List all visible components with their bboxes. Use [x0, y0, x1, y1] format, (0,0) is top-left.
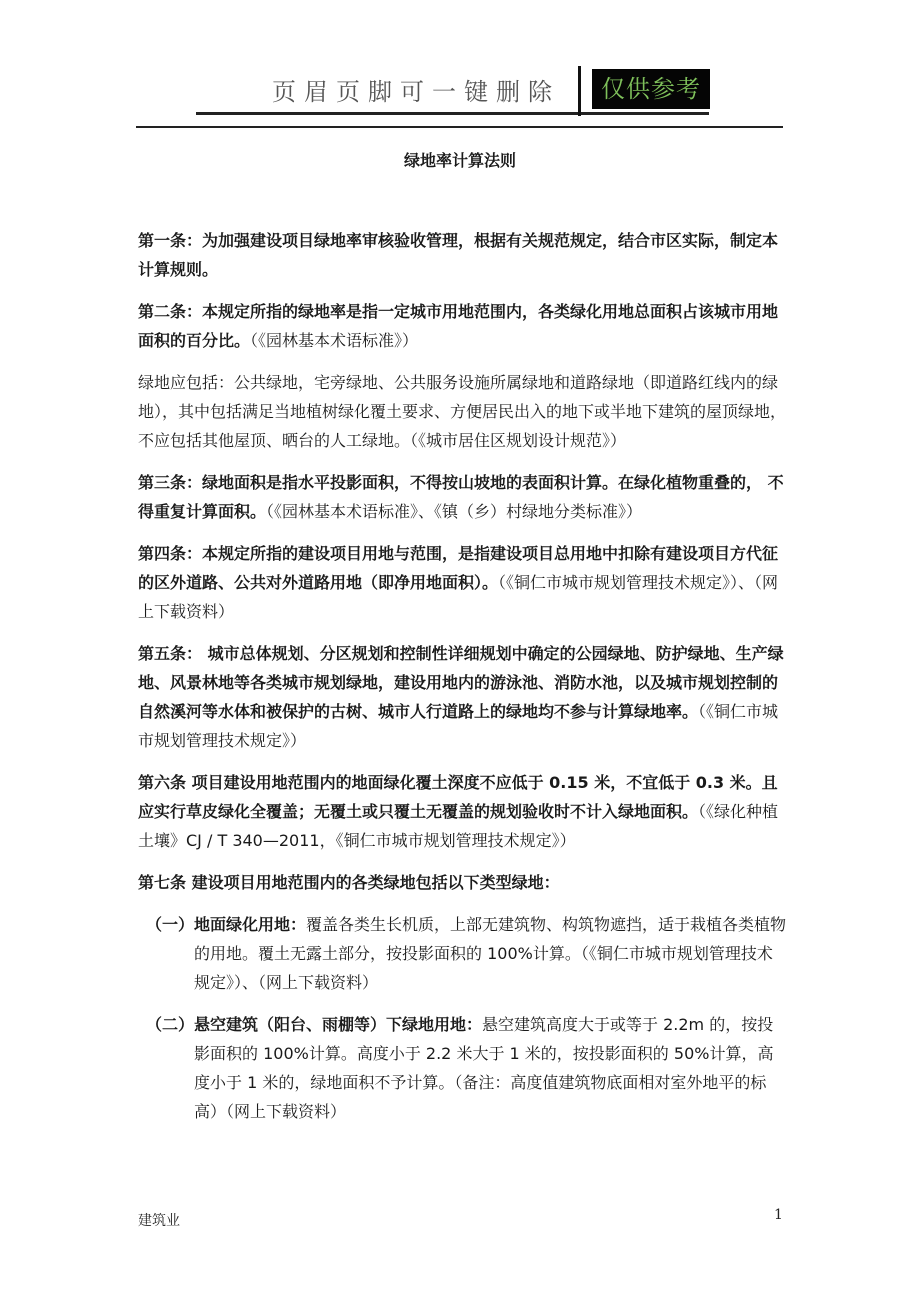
list-term: 地面绿化用地：	[194, 915, 307, 934]
article-1	[138, 226, 788, 284]
document-title: 绿地率计算法则	[403, 151, 516, 170]
page-number: 1	[774, 1207, 783, 1223]
list-description: 覆盖各类生长机质，上部无建筑物、构筑物遮挡，适于栽植各类植物的用地。覆土无露土部分，按投影面积的 100%计算。（《铜仁市城市规划管理技术规定》）、（网上下载资料）	[194, 915, 787, 992]
footer-category: 建筑业	[138, 1213, 180, 1229]
article-bold-text: 第二条：本规定所指的绿地率是指一定城市用地范围内，各类绿化用地总面积占该城市用地面积的百分比。	[138, 302, 779, 350]
article-citation: （《铜仁市城市规划管理技术规定》）、（网上下载资料）	[138, 573, 779, 621]
article-bold-text: 第三条：绿地面积是指水平投影面积，不得按山坡地的表面积计算。在绿化植物重叠的， 不得重复计算面积。	[138, 473, 784, 521]
header-title: 页眉页脚可一键删除	[272, 78, 560, 106]
article-bold-text: 第七条 建设项目用地范围内的各类绿地包括以下类型绿地：	[138, 873, 560, 892]
article-citation: （《园林基本术语标准》）	[250, 331, 419, 350]
article-4	[138, 539, 788, 626]
article-6	[138, 768, 788, 855]
list-number: （一）	[146, 915, 195, 934]
article-2-note	[138, 368, 788, 455]
article-2	[138, 297, 788, 355]
article-citation: （《园林基本术语标准》、《镇（乡）村绿地分类标准》）	[266, 502, 643, 521]
header-divider	[196, 112, 709, 115]
article-note-text: 绿地应包括：公共绿地，宅旁绿地、公共服务设施所属绿地和道路绿地（即道路红线内的绿地），其中包括满足当地植树绿化覆土要求、方便居民出入的地下或半地下建筑的屋顶绿地，不应包括其他屋顶、晒台的人工绿地。（《城市居住区规划设计规范》）	[138, 373, 787, 450]
page-header	[0, 0, 920, 130]
list-description: 悬空建筑高度大于或等于 2.2m 的，按投影面积的 100%计算。高度小于 2.2 米大于 1 米的，按投影面积的 50%计算，高度小于 1 米的，绿地面积不予计算。（备注：高度值建筑物底面相对室外地平的标高）（网上下载资料）	[194, 1015, 774, 1121]
list-term: 悬空建筑（阳台、雨棚等）下绿地用地：	[194, 1015, 483, 1034]
article-7	[138, 868, 788, 897]
list-item	[138, 910, 788, 997]
list-number: （二）	[146, 1015, 195, 1034]
article-bold-text: 第五条： 城市总体规划、分区规划和控制性详细规划中确定的公园绿地、防护绿地、生产绿地、风景林地等各类城市规划绿地，建设用地内的游泳池、消防水池，以及城市规划控制的自然溪河等水体和被保护的古树、城市人行道路上的绿地均不参与计算绿地率。	[138, 644, 784, 721]
article-bold-text: 第四条：本规定所指的建设项目用地与范围，是指建设项目总用地中扣除有建设项目方代征的区外道路、公共对外道路用地（即净用地面积）。	[138, 544, 779, 592]
article-3	[138, 468, 788, 526]
reference-only-badge: 仅供参考	[592, 69, 710, 109]
article-5	[138, 639, 788, 755]
article-bold-text: 第六条 项目建设用地范围内的地面绿化覆土深度不应低于 0.15 米，不宜低于 0.3 米。且应实行草皮绿化全覆盖；无覆土或只覆土无覆盖的规划验收时不计入绿地面积。	[138, 773, 778, 821]
article-citation: （《铜仁市城市规划管理技术规定》）	[138, 702, 779, 750]
document-body	[138, 226, 788, 1139]
list-body	[194, 910, 788, 997]
header-vertical-divider	[578, 66, 581, 116]
list-item	[138, 1010, 788, 1126]
article-bold-text: 第一条：为加强建设项目绿地率审核验收管理，根据有关规范规定，结合市区实际，制定本计算规则。	[138, 231, 779, 279]
article-citation: （《绿化种植土壤》CJ / T 340—2011，《铜仁市城市规划管理技术规定》）	[138, 802, 779, 850]
list-body	[194, 1010, 788, 1126]
header-rule	[136, 126, 783, 128]
